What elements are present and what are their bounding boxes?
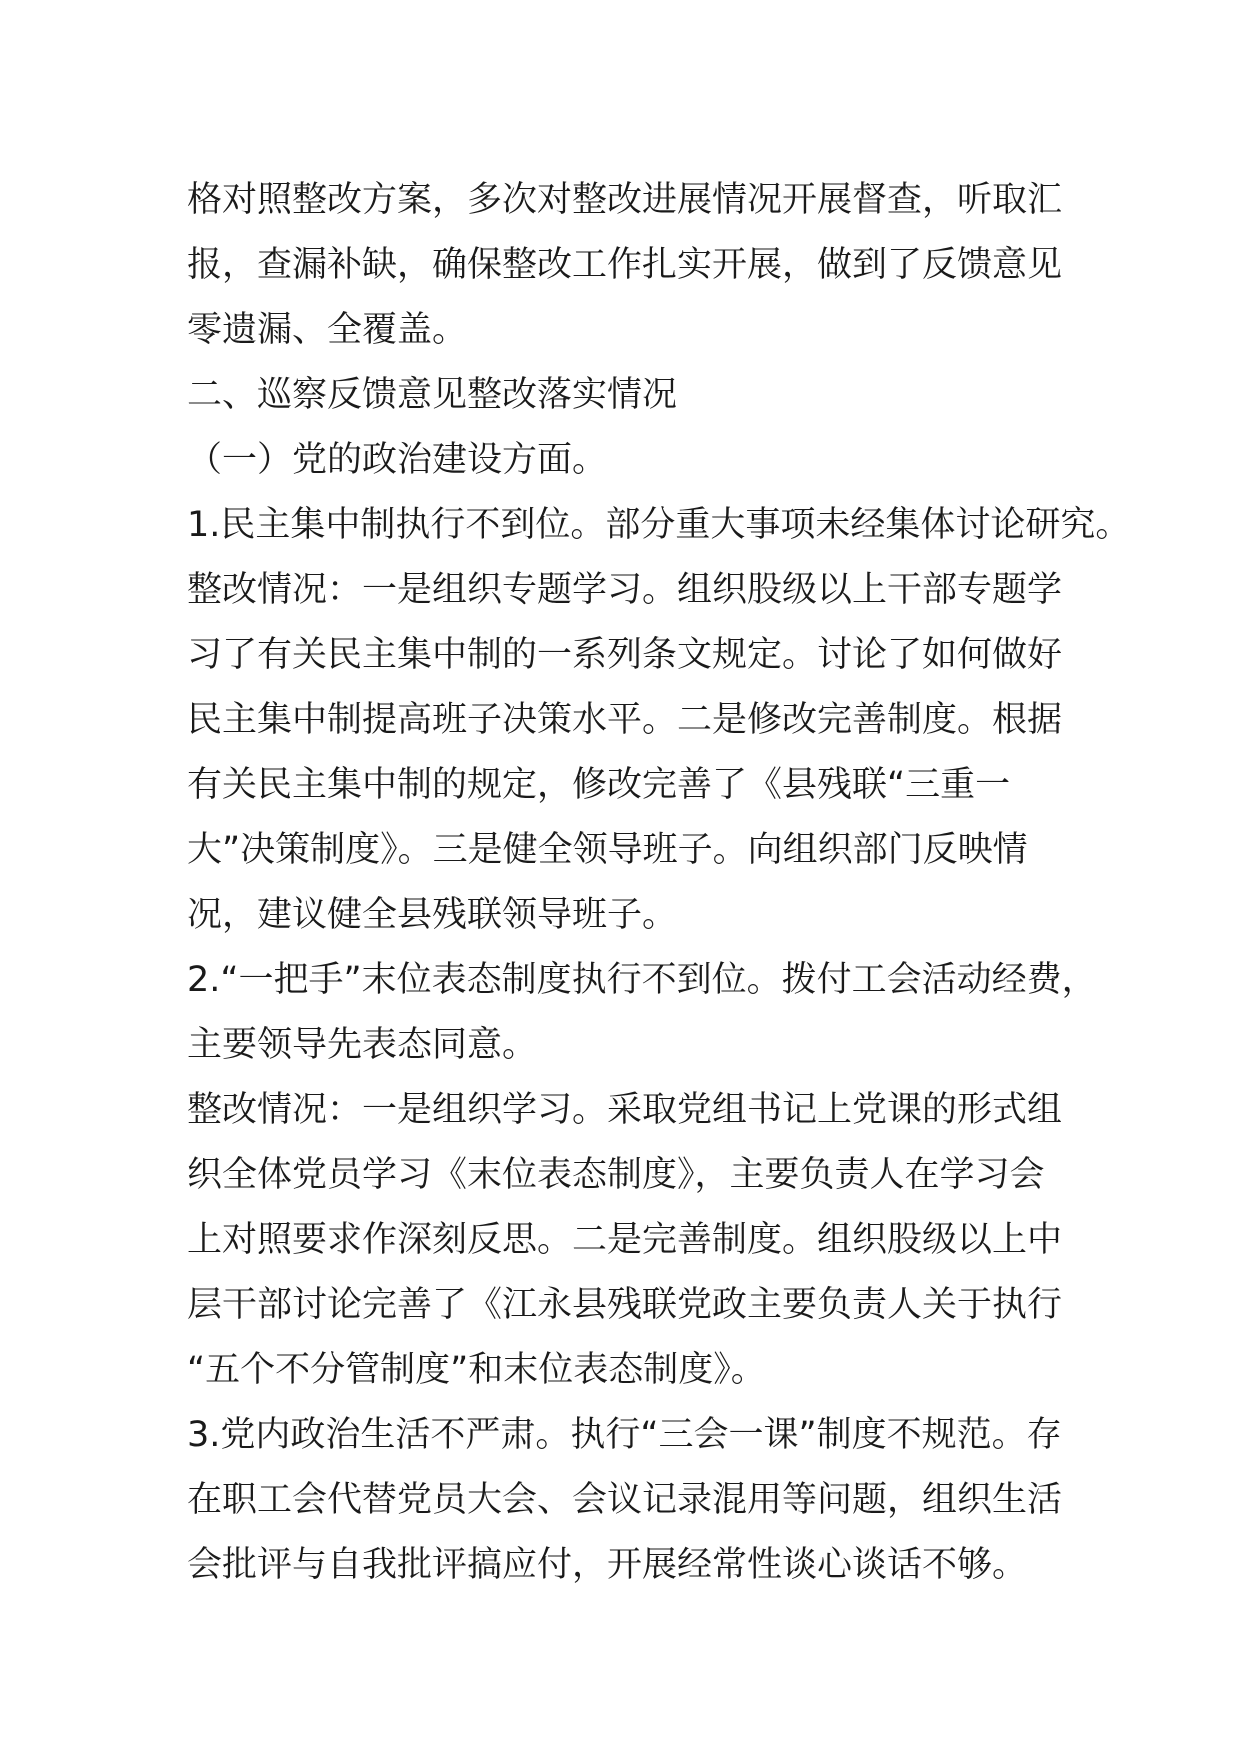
body-line: 在职工会代替党员大会、会议记录混用等问题，组织生活 bbox=[187, 1480, 1063, 1520]
section-heading: 二、巡察反馈意见整改落实情况 bbox=[187, 375, 678, 415]
body-line: 层干部讨论完善了《江永县残联党政主要负责人关于执行 bbox=[187, 1285, 1063, 1325]
issue-item-3: 3.党内政治生活不严肃。执行“三会一课”制度不规范。存 bbox=[187, 1415, 1062, 1455]
issue-item-2: 2.“一把手”末位表态制度执行不到位。拨付工会活动经费， bbox=[187, 960, 1097, 1000]
body-line: 上对照要求作深刻反思。二是完善制度。组织股级以上中 bbox=[187, 1220, 1063, 1260]
document-body bbox=[187, 168, 1131, 1598]
body-line: 织全体党员学习《末位表态制度》，主要负责人在学习会 bbox=[187, 1155, 1045, 1195]
body-line: 习了有关民主集中制的一系列条文规定。讨论了如何做好 bbox=[187, 635, 1063, 675]
body-line: 整改情况：一是组织学习。采取党组书记上党课的形式组 bbox=[187, 1090, 1063, 1130]
body-line: “五个不分管制度”和末位表态制度》。 bbox=[187, 1350, 766, 1390]
body-line: 大”决策制度》。三是健全领导班子。向组织部门反映情 bbox=[187, 830, 1028, 870]
body-line: 况，建议健全县残联领导班子。 bbox=[187, 895, 678, 935]
body-line: 民主集中制提高班子决策水平。二是修改完善制度。根据 bbox=[187, 700, 1063, 740]
body-line: 主要领导先表态同意。 bbox=[187, 1025, 538, 1065]
body-line: 格对照整改方案，多次对整改进展情况开展督查，听取汇 bbox=[187, 180, 1063, 220]
body-line: 报，查漏补缺，确保整改工作扎实开展，做到了反馈意见 bbox=[187, 245, 1063, 285]
issue-item-1: 1.民主集中制执行不到位。部分重大事项未经集体讨论研究。 bbox=[187, 505, 1131, 545]
body-line: 整改情况：一是组织专题学习。组织股级以上干部专题学 bbox=[187, 570, 1063, 610]
subsection-heading: （一）党的政治建设方面。 bbox=[187, 440, 608, 480]
body-line: 会批评与自我批评搞应付，开展经常性谈心谈话不够。 bbox=[187, 1545, 1028, 1585]
body-line: 零遗漏、全覆盖。 bbox=[187, 310, 468, 350]
body-line: 有关民主集中制的规定，修改完善了《县残联“三重一 bbox=[187, 765, 1011, 805]
